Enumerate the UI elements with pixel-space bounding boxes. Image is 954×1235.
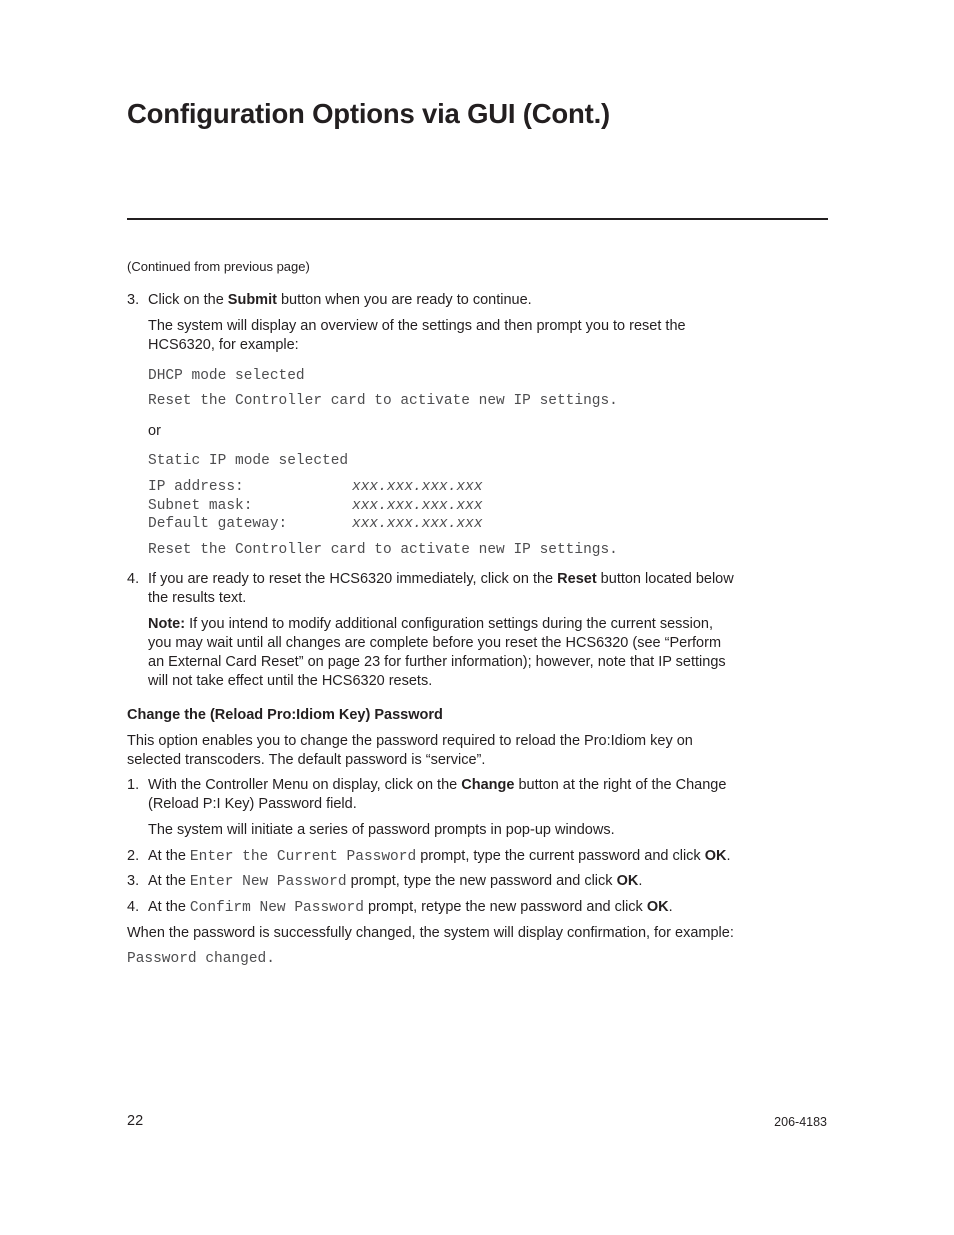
password-intro-line2: selected transcoders. The default password is “service”. xyxy=(127,752,486,768)
confirm-new-password-prompt: Confirm New Password xyxy=(189,900,364,916)
password-step-2-text: At the Enter the Current Password prompt, type the current password and click OK. xyxy=(148,848,731,865)
step-4-number: 4. xyxy=(127,571,140,587)
success-example: Password changed. xyxy=(127,951,275,967)
or-label: or xyxy=(148,423,161,439)
note-line2: you may wait until all changes are complete before you reset the HCS6320 (see “Perform xyxy=(148,635,722,651)
password-step-1-text-line2: (Reload P:I Key) Password field. xyxy=(148,796,357,812)
continued-note: (Continued from previous page) xyxy=(127,259,310,274)
document-number: 206-4183 xyxy=(774,1115,827,1129)
password-step-1-number: 1. xyxy=(127,777,140,793)
default-gateway-label: Default gateway: xyxy=(148,516,288,532)
success-text: When the password is successfully changed, the system will display confirmation, for example: xyxy=(127,925,734,941)
step-3-text: Click on the Submit button when you are ready to continue. xyxy=(148,292,532,308)
note-line4: will not take effect until the HCS6320 resets. xyxy=(148,673,433,689)
step-3-description-line2: HCS6320, for example: xyxy=(148,337,299,353)
submit-button-label: Submit xyxy=(227,292,277,308)
password-step-4-number: 4. xyxy=(127,899,140,915)
dhcp-example-line2: Reset the Controller card to activate new IP settings. xyxy=(148,393,618,409)
note-line1: Note: If you intend to modify additional configuration settings during the current session, xyxy=(148,616,714,632)
note-label: Note: xyxy=(148,616,186,632)
ok-button-label: OK xyxy=(646,899,669,915)
change-button-label: Change xyxy=(461,777,515,793)
enter-new-password-prompt: Enter New Password xyxy=(189,874,347,890)
page-title: Configuration Options via GUI (Cont.) xyxy=(127,98,610,129)
step-3-description: The system will display an overview of the settings and then prompt you to reset the xyxy=(148,318,686,334)
ok-button-label: OK xyxy=(616,873,639,889)
password-intro-line1: This option enables you to change the password required to reload the Pro:Idiom key on xyxy=(127,733,693,749)
title-divider xyxy=(127,218,828,220)
ok-button-label: OK xyxy=(704,848,727,864)
page-number: 22 xyxy=(127,1113,144,1129)
ip-address-value: xxx.xxx.xxx.xxx xyxy=(352,479,483,495)
password-step-4-text: At the Confirm New Password prompt, retype the new password and click OK. xyxy=(148,899,673,916)
step-4-text-line2: the results text. xyxy=(148,590,247,606)
reset-button-label: Reset xyxy=(557,571,597,587)
enter-current-password-prompt: Enter the Current Password xyxy=(189,849,417,865)
password-section-heading: Change the (Reload Pro:Idiom Key) Password xyxy=(127,707,443,723)
password-step-1-description: The system will initiate a series of password prompts in pop-up windows. xyxy=(148,822,615,838)
dhcp-example-line1: DHCP mode selected xyxy=(148,368,305,384)
password-step-3-text: At the Enter New Password prompt, type the new password and click OK. xyxy=(148,873,643,890)
password-step-2-number: 2. xyxy=(127,848,140,864)
ip-address-label: IP address: xyxy=(148,479,244,495)
subnet-mask-value: xxx.xxx.xxx.xxx xyxy=(352,497,483,514)
subnet-mask-label: Subnet mask: xyxy=(148,497,253,514)
note-line3: an External Card Reset” on page 23 for further information); however, note that IP settings xyxy=(148,654,726,670)
default-gateway-value: xxx.xxx.xxx.xxx xyxy=(352,516,483,532)
password-step-1-text: With the Controller Menu on display, click on the Change button at the right of the Change xyxy=(148,777,727,793)
password-step-3-number: 3. xyxy=(127,873,140,889)
static-example-reset-line: Reset the Controller card to activate new IP settings. xyxy=(148,542,618,558)
static-example-line1: Static IP mode selected xyxy=(148,453,349,469)
step-4-text: If you are ready to reset the HCS6320 immediately, click on the Reset button located below xyxy=(148,571,734,587)
step-3-number: 3. xyxy=(127,292,140,308)
